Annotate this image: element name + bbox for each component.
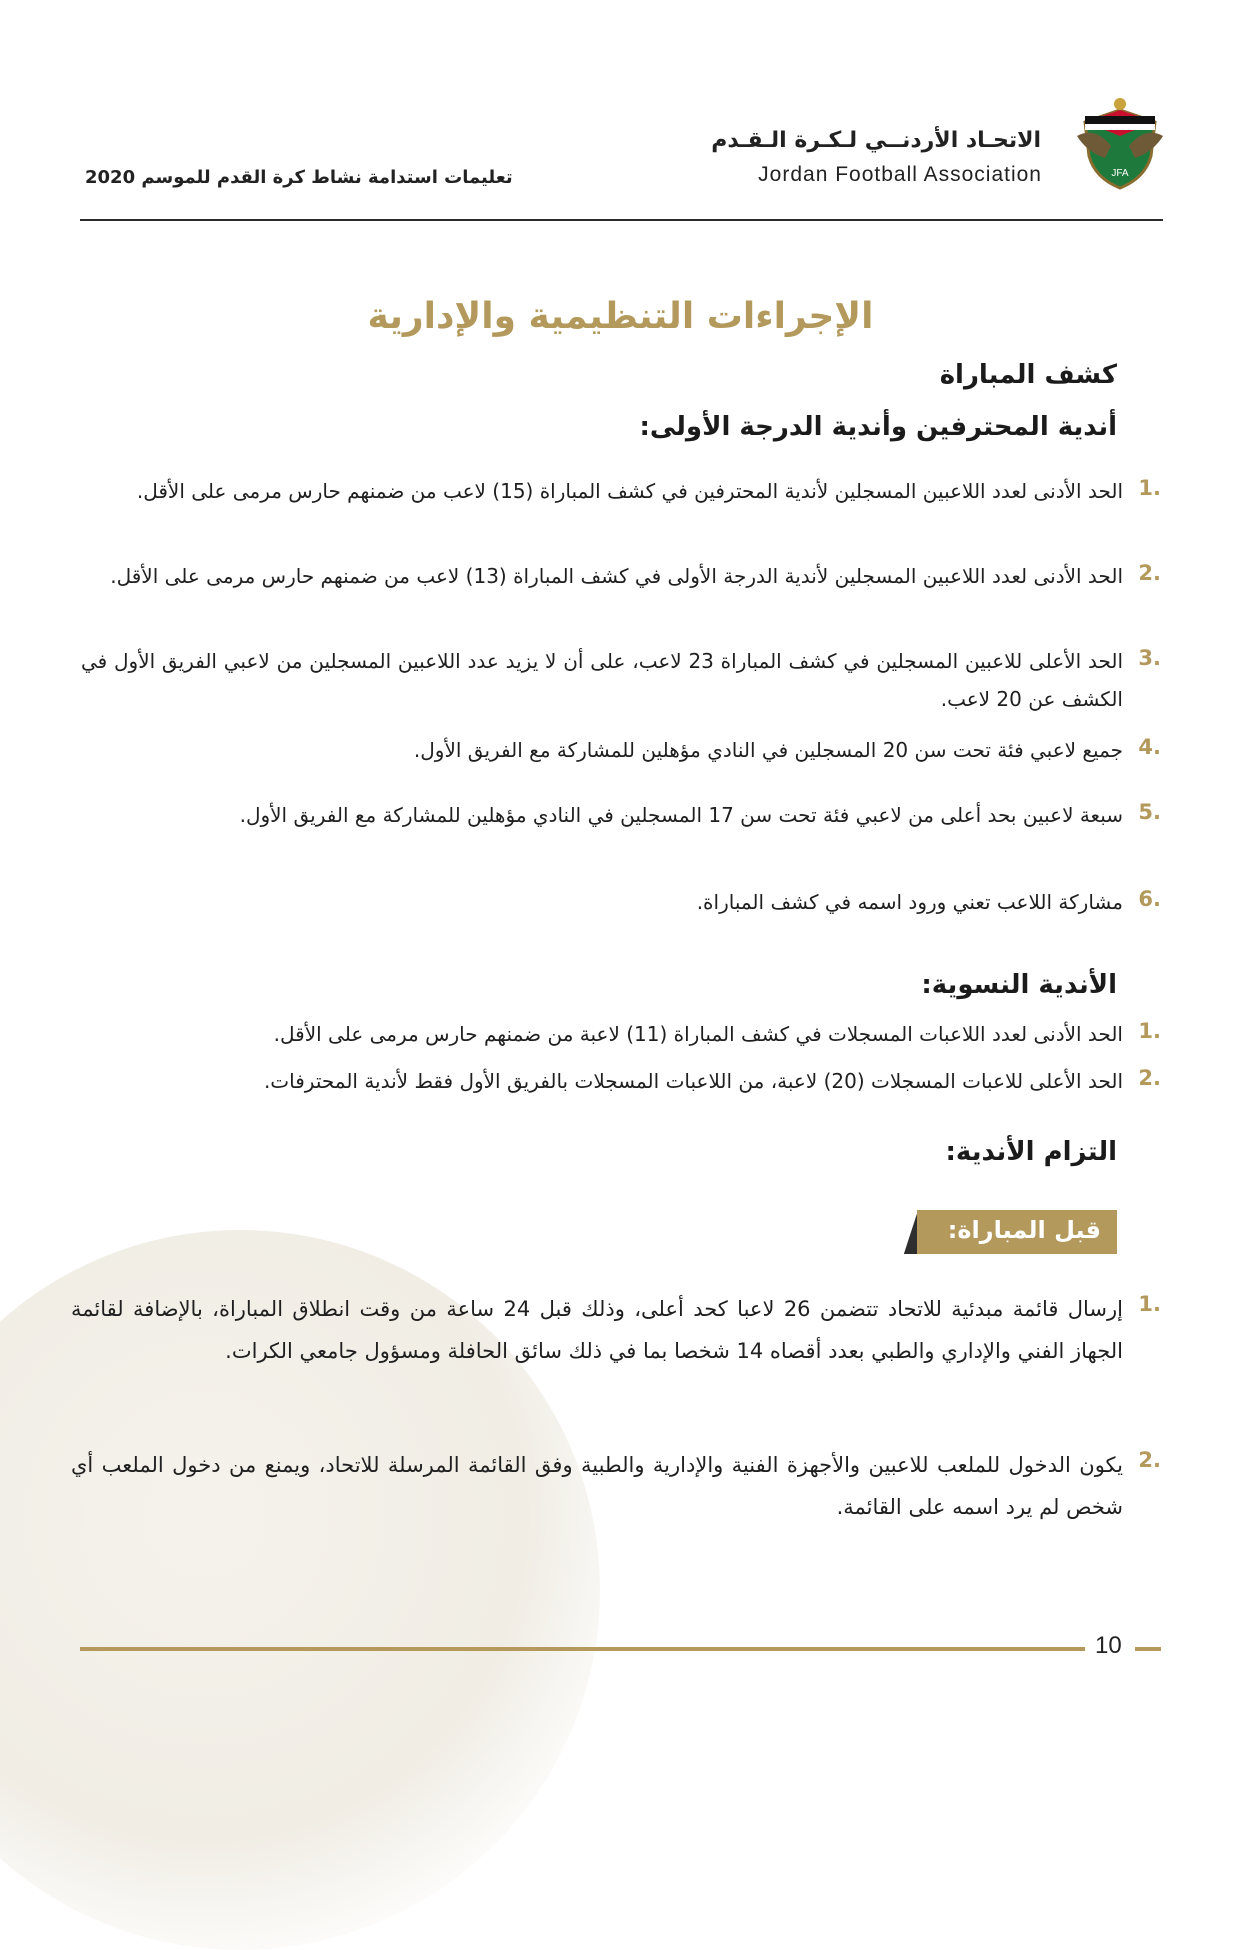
section-heading-match-sheet: كشف المباراة bbox=[939, 360, 1117, 390]
list-item bbox=[81, 796, 1161, 834]
list-number: .4 bbox=[1138, 735, 1161, 759]
list-text: مشاركة اللاعب تعني ورود اسمه في كشف المباراة. bbox=[696, 890, 1123, 914]
list-item bbox=[81, 557, 1161, 595]
page-title: الإجراءات التنظيمية والإدارية bbox=[367, 296, 874, 337]
section-heading-women-clubs: الأندية النسوية: bbox=[921, 970, 1117, 1000]
list-number: .1 bbox=[1138, 1019, 1161, 1043]
list-text: يكون الدخول للملعب للاعبين والأجهزة الفنية والإدارية والطبية وفق القائمة المرسلة للاتحاد، ويمنع من دخول الملعب أي شخص لم يرد اسمه على القائمة. bbox=[71, 1453, 1123, 1519]
list-text: سبعة لاعبين بحد أعلى من لاعبي فئة تحت سن 17 المسجلين في النادي مؤهلين للمشاركة مع الفريق الأول. bbox=[239, 803, 1123, 827]
list-number: .1 bbox=[1138, 476, 1161, 500]
subheading-pro-clubs: أندية المحترفين وأندية الدرجة الأولى: bbox=[639, 412, 1117, 442]
list-number: .3 bbox=[1138, 646, 1161, 670]
org-name-arabic: الاتحـاد الأردنــي لـكـرة الـقـدم bbox=[711, 128, 1041, 153]
org-name-english: Jordan Football Association bbox=[758, 163, 1042, 186]
list-number: .5 bbox=[1138, 800, 1161, 824]
footer-tick bbox=[1135, 1647, 1161, 1651]
list-item bbox=[81, 731, 1161, 769]
list-text: الحد الأدنى لعدد اللاعبات المسجلات في كشف المباراة (11) لاعبة من ضمنهم حارس مرمى على الأقل. bbox=[273, 1022, 1123, 1046]
list-number: .2 bbox=[1138, 1066, 1161, 1090]
list-number: .2 bbox=[1138, 561, 1161, 585]
list-text: إرسال قائمة مبدئية للاتحاد تتضمن 26 لاعبا كحد أعلى، وذلك قبل 24 ساعة من وقت انطلاق المباراة، بالإضافة لقائمة الجهاز الفني والإداري والطبي بعدد أقصاه 14 شخصا بما في ذلك سائق الحافلة ومسؤول جامعي الكرات. bbox=[71, 1297, 1124, 1363]
jfa-logo-icon bbox=[1075, 96, 1165, 192]
list-item bbox=[81, 883, 1161, 921]
list-item bbox=[71, 1444, 1161, 1528]
list-text: الحد الأعلى للاعبات المسجلات (20) لاعبة، من اللاعبات المسجلات بالفريق الأول فقط لأندية المحترفات. bbox=[263, 1069, 1123, 1093]
list-text: الحد الأدنى لعدد اللاعبين المسجلين لأندية المحترفين في كشف المباراة (15) لاعب من ضمنهم حارس مرمى على الأقل. bbox=[136, 479, 1123, 503]
page-number: 10 bbox=[1095, 1632, 1122, 1659]
svg-text:JFA: JFA bbox=[1111, 168, 1129, 179]
list-item bbox=[71, 1288, 1161, 1372]
list-item bbox=[81, 642, 1161, 718]
document-title: تعليمات استدامة نشاط كرة القدم للموسم 2020 bbox=[85, 167, 513, 188]
footer-rule bbox=[80, 1647, 1085, 1651]
list-item bbox=[81, 1015, 1161, 1053]
header-divider bbox=[80, 219, 1163, 221]
list-text: الحد الأدنى لعدد اللاعبين المسجلين لأندية الدرجة الأولى في كشف المباراة (13) لاعب من ضمنهم حارس مرمى على الأقل. bbox=[110, 564, 1123, 588]
list-number: .1 bbox=[1138, 1292, 1161, 1316]
banner-label: قبل المباراة: bbox=[947, 1216, 1101, 1244]
list-item bbox=[81, 472, 1161, 510]
list-number: .6 bbox=[1138, 887, 1161, 911]
list-text: الحد الأعلى للاعبين المسجلين في كشف المباراة 23 لاعب، على أن لا يزيد عدد اللاعبين المسجلين من لاعبي الفريق الأول في الكشف عن 20 لاعب. bbox=[81, 649, 1124, 711]
list-text: جميع لاعبي فئة تحت سن 20 المسجلين في النادي مؤهلين للمشاركة مع الفريق الأول. bbox=[413, 738, 1123, 762]
list-item bbox=[81, 1062, 1161, 1100]
list-number: .2 bbox=[1138, 1448, 1161, 1472]
section-heading-club-obligations: التزام الأندية: bbox=[945, 1137, 1117, 1167]
